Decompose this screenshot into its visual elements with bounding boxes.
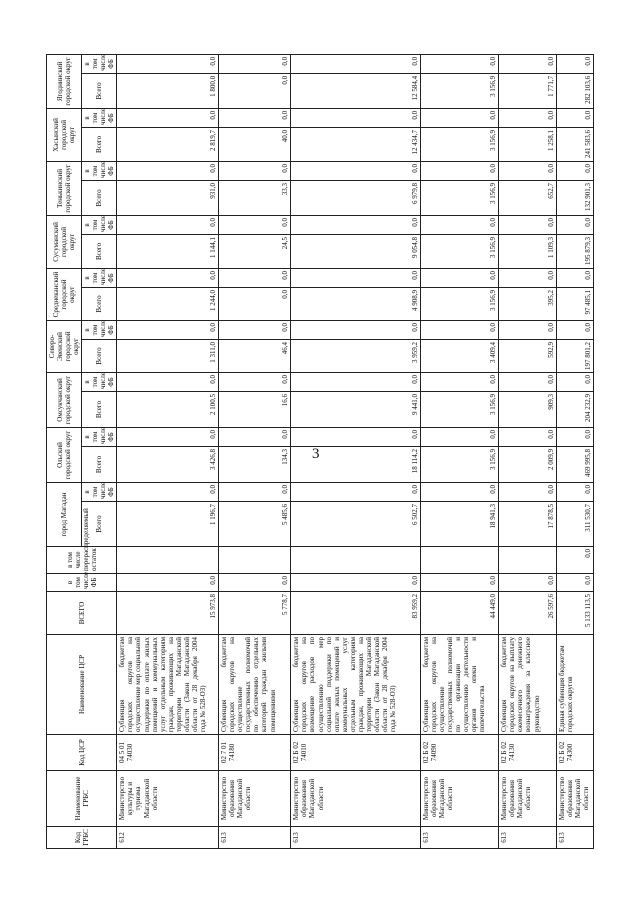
district-fb-cell: 0,0 (556, 482, 593, 501)
district-fb-cell: 0,0 (556, 215, 593, 234)
district-all-cell: 17 878,5 (499, 501, 556, 546)
district-fb-cell: 0,0 (556, 161, 593, 180)
district-all-cell: 652,7 (499, 180, 556, 215)
district-fb-cell: 0,0 (499, 108, 556, 127)
header-fb: в том числе ФБ (82, 372, 117, 391)
header-all: Всего (82, 391, 117, 427)
district-fb-cell: 0,0 (499, 427, 556, 446)
header-district: Тенькинский городской округ (47, 161, 82, 215)
header-district: Сусуманский городской округ (47, 215, 82, 268)
district-fb-cell: 0,0 (219, 372, 291, 391)
district-all-cell: 1 258,1 (499, 127, 556, 161)
district-fb-cell: 0,0 (117, 482, 219, 501)
header-fb: в том числе ФБ (82, 215, 117, 234)
grbs-code-cell: 613 (219, 826, 291, 848)
district-fb-cell: 0,0 (291, 320, 420, 339)
district-fb-cell: 0,0 (117, 215, 219, 234)
header-district: город Магадан (47, 482, 82, 546)
table-row (219, 54, 291, 848)
total-cell: 5 133 113,5 (556, 591, 593, 634)
header-total-residual: в том числе перераспределяемый остаток (47, 546, 117, 573)
district-fb-cell: 0,0 (117, 268, 219, 287)
district-all-cell: 197 801,2 (556, 339, 593, 372)
csr-code-cell: 02 Б 02 74130 (499, 734, 556, 770)
table-row (291, 54, 420, 848)
header-total-fb: в том числе ФБ (47, 573, 117, 591)
district-fb-cell: 0,0 (420, 54, 499, 73)
header-fb: в том числе ФБ (82, 54, 117, 73)
district-all-cell: 311 530,7 (556, 501, 593, 546)
district-fb-cell: 0,0 (420, 108, 499, 127)
total-cell: 83 959,2 (291, 591, 420, 634)
total-fb-cell: 0,0 (219, 573, 291, 591)
district-fb-cell: 0,0 (219, 161, 291, 180)
header-all: Всего (82, 180, 117, 215)
district-all-cell: 24,5 (219, 234, 291, 268)
district-fb-cell: 0,0 (291, 372, 420, 391)
csr-name-cell: Единая субвенция бюджетам городских округов (556, 634, 593, 734)
table-row (556, 54, 593, 848)
header-fb: в том числе ФБ (82, 268, 117, 287)
district-fb-cell: 0,0 (219, 427, 291, 446)
district-all-cell: 1 196,7 (117, 501, 219, 546)
district-all-cell: 3 156,9 (420, 287, 499, 320)
header-grbs-name: Наименование ГРБС (47, 770, 117, 826)
district-fb-cell: 0,0 (117, 108, 219, 127)
district-fb-cell: 0,0 (499, 54, 556, 73)
grbs-name-cell: Министерство культуры и туризма Магаданской области (117, 770, 219, 826)
csr-name-cell: Субвенция бюджетам городских округов на осуществление государственных полномочий по обеспечению отдельных категорий граждан жилыми помещениями (219, 634, 291, 734)
district-all-cell: 1 771,7 (499, 73, 556, 108)
district-fb-cell: 0,0 (219, 320, 291, 339)
csr-name-cell: Субвенция бюджетам городских округов на выплату ежемесячного денежного вознаграждения за классное руководство (499, 634, 556, 734)
district-all-cell: 3 156,9 (420, 234, 499, 268)
subvention-table (46, 53, 594, 848)
csr-name-cell: Субвенция бюджетам городских округов на осуществление государственных полномочий по организации и осуществлению деятельности органов опеки и попечительства (420, 634, 499, 734)
district-fb-cell: 0,0 (556, 268, 593, 287)
district-all-cell: 9 054,8 (291, 234, 420, 268)
total-cell: 15 973,8 (117, 591, 219, 634)
header-district: Омсукчанский городской округ (47, 372, 82, 427)
total-residual-cell: 0,0 (556, 546, 593, 573)
district-all-cell: 18 114,2 (291, 446, 420, 482)
grbs-name-cell: Министерство образования Магаданской области (291, 770, 420, 826)
district-fb-cell: 0,0 (219, 268, 291, 287)
total-cell: 44 449,0 (420, 591, 499, 634)
district-fb-cell: 0,0 (499, 215, 556, 234)
total-fb-cell: 0,0 (420, 573, 499, 591)
district-fb-cell: 0,0 (291, 161, 420, 180)
header-district: Среднеканский городской округ (47, 268, 82, 320)
total-cell: 5 778,7 (219, 591, 291, 634)
rotated-table-wrapper (46, 53, 594, 849)
district-all-cell: 931,0 (117, 180, 219, 215)
district-all-cell: 469 995,8 (556, 446, 593, 482)
header-fb: в том числе ФБ (82, 161, 117, 180)
district-fb-cell: 0,0 (420, 427, 499, 446)
district-all-cell: 0,0 (219, 287, 291, 320)
district-fb-cell: 0,0 (291, 215, 420, 234)
header-all: Всего (82, 234, 117, 268)
total-residual-cell (291, 546, 420, 573)
csr-code-cell: 02 Б 02 74090 (420, 734, 499, 770)
header-all: Всего (82, 446, 117, 482)
district-fb-cell: 0,0 (420, 268, 499, 287)
csr-name-cell: Субвенция бюджетам городских округов на возмещение расходов по осуществлению мер социальной поддержки по оплате жилых помещений и коммунальных услуг отдельным категориям граждан, проживающих на территории Магаданской области (Закон Магаданской области от 28 декабря 2004 года № 528-ОЗ) (291, 634, 420, 734)
header-fb: в том числе ФБ (82, 482, 117, 501)
district-fb-cell: 0,0 (499, 268, 556, 287)
district-fb-cell: 0,0 (556, 427, 593, 446)
district-all-cell: 6 979,8 (291, 180, 420, 215)
district-all-cell: 33,3 (219, 180, 291, 215)
district-all-cell: 3 156,9 (420, 73, 499, 108)
district-fb-cell: 0,0 (499, 482, 556, 501)
district-all-cell: 97 485,1 (556, 287, 593, 320)
header-district: Ягоднинский городской округ (47, 54, 82, 108)
district-all-cell: 6 502,7 (291, 501, 420, 546)
grbs-name-cell: Министерство образования Магаданской области (556, 770, 593, 826)
district-fb-cell: 0,0 (556, 108, 593, 127)
district-all-cell: 3 156,9 (420, 127, 499, 161)
total-residual-cell (219, 546, 291, 573)
header-all: Всего (82, 339, 117, 372)
district-fb-cell: 0,0 (420, 161, 499, 180)
district-all-cell: 12 434,7 (291, 127, 420, 161)
table-row (420, 54, 499, 848)
district-fb-cell: 0,0 (219, 215, 291, 234)
district-fb-cell: 0,0 (420, 320, 499, 339)
district-fb-cell: 0,0 (499, 320, 556, 339)
table-row (117, 54, 219, 848)
district-all-cell: 2 100,5 (117, 391, 219, 427)
grbs-code-cell: 613 (499, 826, 556, 848)
district-all-cell: 4 908,9 (291, 287, 420, 320)
district-fb-cell: 0,0 (420, 372, 499, 391)
district-all-cell: 12 584,4 (291, 73, 420, 108)
district-all-cell: 5 485,6 (219, 501, 291, 546)
district-all-cell: 132 901,3 (556, 180, 593, 215)
header-district: Ольский городской округ (47, 427, 82, 482)
district-fb-cell: 0,0 (117, 54, 219, 73)
district-fb-cell: 0,0 (420, 215, 499, 234)
total-residual-cell (499, 546, 556, 573)
header-csr-code: Код ЦСР (47, 734, 117, 770)
district-fb-cell: 0,0 (291, 268, 420, 287)
header-all: Всего (82, 287, 117, 320)
grbs-code-cell: 613 (420, 826, 499, 848)
header-all: Всего (82, 501, 117, 546)
district-all-cell: 592,9 (499, 339, 556, 372)
total-residual-cell (420, 546, 499, 573)
district-fb-cell: 0,0 (499, 372, 556, 391)
district-fb-cell: 0,0 (219, 108, 291, 127)
district-all-cell: 241 583,6 (556, 127, 593, 161)
header-district: Северо-Эвенский городской округ (47, 320, 82, 372)
total-residual-cell (117, 546, 219, 573)
district-fb-cell: 0,0 (117, 320, 219, 339)
district-all-cell: 16,6 (219, 391, 291, 427)
district-all-cell: 1 109,3 (499, 234, 556, 268)
district-fb-cell: 0,0 (219, 482, 291, 501)
grbs-code-cell: 612 (117, 826, 219, 848)
csr-code-cell: 04 5 01 74030 (117, 734, 219, 770)
csr-code-cell: 02 7 01 74180 (219, 734, 291, 770)
district-all-cell: 3 156,9 (420, 446, 499, 482)
district-all-cell: 3 959,2 (291, 339, 420, 372)
header-all: Всего (82, 127, 117, 161)
header-csr-name: Наименование ЦСР (47, 634, 117, 734)
district-all-cell: 9 441,0 (291, 391, 420, 427)
district-all-cell: 1 144,1 (117, 234, 219, 268)
header-total: ВСЕГО (47, 591, 117, 634)
district-fb-cell: 0,0 (420, 482, 499, 501)
district-fb-cell: 0,0 (117, 161, 219, 180)
grbs-name-cell: Министерство образования Магаданской области (499, 770, 556, 826)
total-fb-cell: 0,0 (556, 573, 593, 591)
district-all-cell: 3 156,9 (420, 391, 499, 427)
header-all: Всего (82, 73, 117, 108)
csr-name-cell: Субвенция бюджетам городских округов на осуществление мер социальной поддержки по оплате жилых помещений и коммунальных услуг отдельным категориям граждан, проживающих на территории Магаданской области (Закон Магаданской области от 28 декабря 2004 года № 528-ОЗ) (117, 634, 219, 734)
district-fb-cell: 0,0 (499, 161, 556, 180)
header-district: Хасынский городской округ (47, 108, 82, 161)
district-fb-cell: 0,0 (291, 54, 420, 73)
district-all-cell: 40,0 (219, 127, 291, 161)
district-fb-cell: 0,0 (291, 427, 420, 446)
total-fb-cell: 0,0 (291, 573, 420, 591)
district-all-cell: 18 941,3 (420, 501, 499, 546)
district-all-cell: 0,0 (219, 73, 291, 108)
district-fb-cell: 0,0 (556, 320, 593, 339)
district-all-cell: 909,3 (499, 391, 556, 427)
district-all-cell: 1 311,0 (117, 339, 219, 372)
district-all-cell: 395,2 (499, 287, 556, 320)
grbs-code-cell: 613 (556, 826, 593, 848)
district-all-cell: 3 156,9 (420, 180, 499, 215)
district-all-cell: 3 426,8 (117, 446, 219, 482)
header-fb: в том числе ФБ (82, 320, 117, 339)
total-fb-cell: 0,0 (499, 573, 556, 591)
district-fb-cell: 0,0 (291, 108, 420, 127)
page-number: 3 (312, 446, 320, 462)
header-grbs-code: Код ГРБС (47, 826, 117, 848)
csr-code-cell: 02 Б 02 74010 (291, 734, 420, 770)
district-all-cell: 2 819,7 (117, 127, 219, 161)
district-fb-cell: 0,0 (219, 54, 291, 73)
district-all-cell: 3 409,4 (420, 339, 499, 372)
district-fb-cell: 0,0 (291, 482, 420, 501)
total-fb-cell: 0,0 (117, 573, 219, 591)
csr-code-cell: 02 Б 02 74300 (556, 734, 593, 770)
header-fb: в том числе ФБ (82, 427, 117, 446)
table-body (117, 54, 594, 848)
district-all-cell: 1 244,0 (117, 287, 219, 320)
district-fb-cell: 0,0 (556, 54, 593, 73)
district-all-cell: 2 009,9 (499, 446, 556, 482)
total-cell: 26 597,6 (499, 591, 556, 634)
district-fb-cell: 0,0 (556, 372, 593, 391)
district-fb-cell: 0,0 (117, 372, 219, 391)
district-all-cell: 282 103,6 (556, 73, 593, 108)
district-fb-cell: 0,0 (117, 427, 219, 446)
table-row (499, 54, 556, 848)
header-fb: в том числе ФБ (82, 108, 117, 127)
district-all-cell: 204 232,9 (556, 391, 593, 427)
district-all-cell: 1 800,0 (117, 73, 219, 108)
grbs-code-cell: 613 (291, 826, 420, 848)
grbs-name-cell: Министерство образования Магаданской области (420, 770, 499, 826)
grbs-name-cell: Министерство образования Магаданской области (219, 770, 291, 826)
district-all-cell: 46,4 (219, 339, 291, 372)
district-all-cell: 195 879,3 (556, 234, 593, 268)
district-all-cell: 134,3 (219, 446, 291, 482)
